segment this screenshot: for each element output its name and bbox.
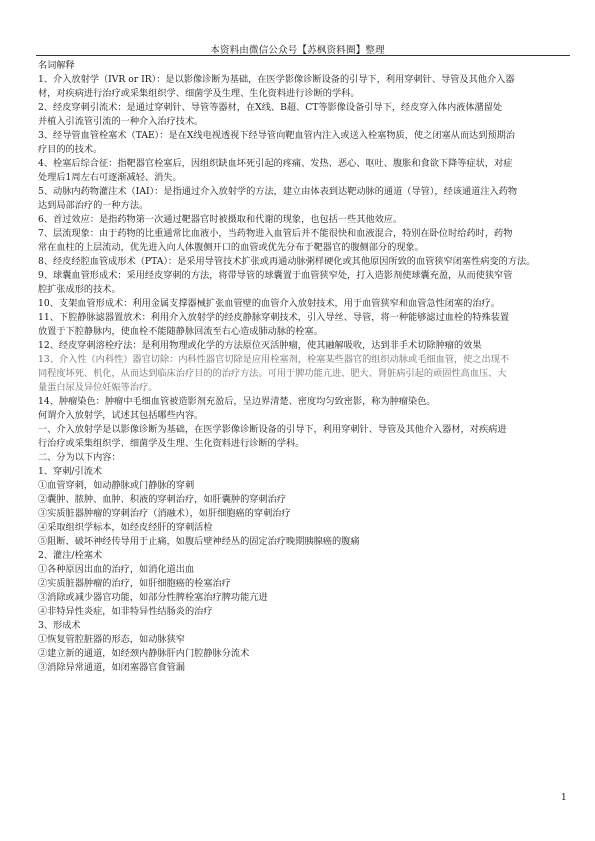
- text-line-faded: 同程度坏死、机化，从而达到临床治疗目的的治疗方法。可用于脾功能亢进、肥大、肾脏病引起的顽固性高血压、大: [38, 368, 507, 379]
- subsection-title: 2、灌注/栓塞术: [38, 550, 103, 561]
- text-line: 达到局部治疗的一种方法。: [38, 200, 149, 211]
- text-line: 放置于下腔静脉内，使血栓不能随静脉回流至右心造成肺动脉的栓塞。: [38, 326, 323, 337]
- text-line: 二、分为以下内容：: [38, 452, 121, 463]
- text-line: 疗目的的技术。: [38, 144, 103, 155]
- list-item: ④非特异性炎症，如非特异性结肠炎的治疗: [38, 606, 213, 617]
- text-line: 3、经导管血管栓塞术（TAE）：是在X线电视透视下经导管向靶血管内注入或送入栓塞物质，使之闭塞从而达到预期治: [38, 130, 515, 141]
- list-item: ③实质脏器肿瘤的穿刺治疗（消融术），如肝细胞癌的穿刺治疗: [38, 508, 291, 519]
- section-title: 名词解释: [38, 60, 75, 71]
- text-line: 常在血柱的上层流动，优先进入向人体腹侧开口的血管或优先分布于靶器官的腹侧部分的现象。: [38, 242, 424, 253]
- document-body: [38, 59, 570, 675]
- text-line: 5、动脉内药物灌注术（IAI）：是指通过介入放射学的方法，建立由体表到达靶动脉的通道（导管），经该通道注入药物: [38, 186, 518, 197]
- text-line: 12、经皮穿刺溶栓疗法：是利用物理或化学的方法原位灭活肿瘤，使其融解吸收，达到非手术切除肿瘤的效果: [38, 340, 482, 351]
- text-line: 2、经皮穿刺引流术：是通过穿刺针、导管等器材，在X线、B超、CT等影像设备引导下，经皮穿入体内液体潴留处: [38, 102, 503, 113]
- text-line: 材，对疾病进行治疗或采集组织学、细菌学及生理、生化资料进行诊断的学科。: [38, 88, 360, 99]
- subsection-title: 1、穿刺/引流术: [38, 466, 103, 477]
- list-item: ①血管穿刺，如动静脉或门静脉的穿刺: [38, 480, 195, 491]
- list-item: ①恢复管腔脏器的形态，如动脉狭窄: [38, 634, 185, 645]
- list-item: ②囊肿、脓肿、血肿、积液的穿刺治疗，如肝囊肿的穿刺治疗: [38, 494, 287, 505]
- text-line: 14、肿瘤染色：肿瘤中毛细血管被造影剂充盈后，呈边界清楚、密度均匀致密影，称为肿瘤染色。: [38, 396, 436, 407]
- list-item: ③消除异常通道，如闭塞器官食管漏: [38, 662, 185, 673]
- header-divider: [36, 55, 570, 56]
- text-line: 4、栓塞后综合征：指靶器官栓塞后，因组织缺血坏死引起的疼痛、发热、恶心、呕吐、腹胀和食欲下降等症状，对症: [38, 158, 513, 169]
- text-line: 一、介入放射学是以影像诊断为基础，在医学影像诊断设备的引导下，利用穿刺针、导管及其他介入器材，对疾病进: [38, 424, 507, 435]
- text-line: 7、层流现象：由于药物的比重通常比血液小，当药物进入血管后并不能很快和血液混合，特别在卧位时给药时，药物: [38, 228, 513, 239]
- question-line: 何谓介入放射学，试述其包括哪些内容。: [38, 410, 204, 421]
- list-item: ③消除或减少器官功能，如部分性脾栓塞治疗脾功能亢进: [38, 592, 268, 603]
- list-item: ④采取组织学标本，如经皮经肝的穿刺活检: [38, 522, 213, 533]
- list-item: ①各种原因出血的治疗，如消化道出血: [38, 564, 195, 575]
- text-line: 10、支架血管形成术：利用金属支撑器械扩张血管壁的血管介入放射技术，用于血管狭窄和血管急性闭塞的治疗。: [38, 298, 500, 309]
- text-line: 1、介入放射学（IVR or IR）：是以影像诊断为基础，在医学影像诊断设备的引导下，利用穿刺针、导管及其他介入器: [38, 74, 515, 85]
- text-line: 处理后1周左右可逐渐减轻、消失。: [38, 172, 182, 183]
- text-line-faded: 量蛋白尿及异位妊娠等治疗。: [38, 382, 158, 393]
- text-line: 并植入引流管引流的一种介入治疗技术。: [38, 116, 204, 127]
- document-header: 本资料由微信公众号【苏枫资料圈】整理: [210, 45, 385, 56]
- subsection-title: 3、形成术: [38, 620, 81, 631]
- text-line: 腔扩张成形的技术。: [38, 284, 121, 295]
- text-line: 8、经皮经腔血管成形术（PTA）：是采用导管技术扩张或再通动脉粥样硬化或其他原因所致的血管狭窄闭塞性病变的方法。: [38, 256, 536, 267]
- text-line: 行治疗或采集组织学、细菌学及生理、生化资料进行诊断的学科。: [38, 438, 305, 449]
- text-line-faded: 13、介入性（内科性）器官切除：内科性器官切除是应用栓塞剂，栓塞某些器官的组织动脉或毛细血管，使之出现不: [38, 354, 510, 365]
- text-line: 11、下腔静脉滤器置放术：利用介入放射学的经皮静脉穿刺技术，引入导丝、导管，将一种能够滤过血栓的特殊装置: [38, 312, 510, 323]
- list-item: ⑤阻断、破坏神经传导用于止痛，如腹后壁神经丛的固定治疗晚期胰腺癌的腹痛: [38, 536, 360, 547]
- list-item: ②建立新的通道，如经颈内静脉肝内门腔静脉分流术: [38, 648, 250, 659]
- list-item: ②实质脏器肿瘤的治疗，如肝细胞癌的栓塞治疗: [38, 578, 231, 589]
- text-line: 6、首过效应：是指药物第一次通过靶器官时被摄取和代谢的现象，也包括一些其他效应。: [38, 214, 403, 225]
- text-line: 9、球囊血管形成术：采用经皮穿刺的方法，将带导管的球囊置于血管狭窄处，打入造影剂使球囊充盈，从而使狭窄管: [38, 270, 513, 281]
- page-number: 1: [561, 793, 567, 803]
